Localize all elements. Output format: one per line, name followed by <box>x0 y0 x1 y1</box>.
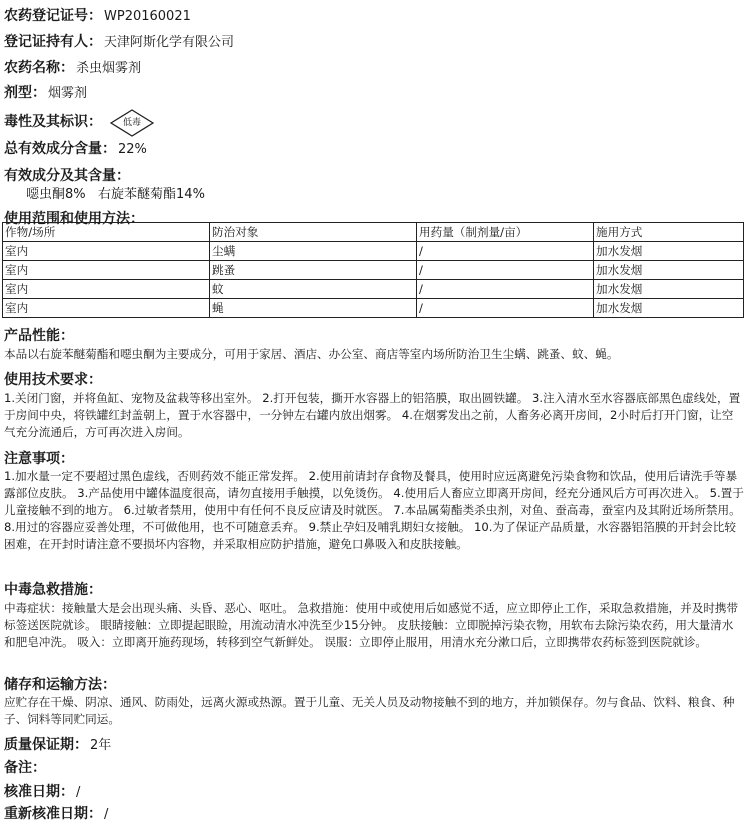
pesticide-name-label: 农药名称： <box>4 60 74 76</box>
storage-title-text: 储存和运输方法： <box>4 677 116 693</box>
shelf-life-row <box>4 735 111 756</box>
shelf-life-label: 质量保证期： <box>4 737 88 753</box>
registration-number-value: WP20160021 <box>104 9 191 24</box>
holder-row <box>4 32 234 53</box>
header-method: 施用方式 <box>594 223 744 242</box>
storage-text: 应贮存在干燥、阴凉、通风、防雨处，远离火源或热源。置于儿童、无关人员及动物接触不到的地方，并加锁保存。勿与食品、饮料、粮食、种子、饲料等同贮同运。 <box>4 695 735 726</box>
formulation-row <box>4 83 87 104</box>
ingredients-value: 噁虫酮8% 右旋苯醚菊酯14% <box>26 187 205 202</box>
table-cell: 跳蚤 <box>210 261 417 280</box>
remark-label: 备注： <box>4 760 46 776</box>
first-aid-title <box>4 580 102 601</box>
table-cell: 加水发烟 <box>594 299 744 318</box>
usage-table <box>2 222 744 318</box>
table-cell: 室内 <box>3 299 210 318</box>
registration-number-label: 农药登记证号： <box>4 8 102 24</box>
toxicity-label: 毒性及其标识： <box>4 114 102 130</box>
table-row <box>3 299 744 318</box>
table-cell: / <box>417 299 594 318</box>
technique-title-text: 使用技术要求： <box>4 372 102 388</box>
precautions-title <box>4 449 74 470</box>
first-aid-text: 中毒症状：接触量大是会出现头痛、头昏、恶心、呕吐。 急救措施：使用中或使用后如感觉不适，应立即停止工作，采取急救措施，并及时携带标签送医院就诊。 眼睛接触：立即提起眼睑，用流动清水冲洗至少15分钟。 皮肤接触：立即脱掉污染衣物，用软布去除污染农药，用大量清水和肥皂冲洗。 吸入：立即离开施药现场，转移到空气新鲜处。 误服：立即停止服用，用清水充分漱口后，立即携带农药标签到医院就诊。 <box>4 601 739 649</box>
header-target: 防治对象 <box>210 223 417 242</box>
table-cell: / <box>417 280 594 299</box>
registration-number-row <box>4 6 191 27</box>
table-cell: 室内 <box>3 261 210 280</box>
header-dosage: 用药量（制剂量/亩） <box>417 223 594 242</box>
table-cell: 加水发烟 <box>594 242 744 261</box>
holder-label: 登记证持有人： <box>4 34 102 50</box>
toxicity-badge-text: 低毒 <box>122 117 141 128</box>
table-cell: 蝇 <box>210 299 417 318</box>
performance-text: 本品以右旋苯醚菊酯和噁虫酮为主要成分，可用于家居、酒店、办公室、商店等室内场所防治卫生尘螨、跳蚤、蚊、蝇。 <box>4 347 619 361</box>
usage-table-header <box>3 223 744 242</box>
table-cell: 加水发烟 <box>594 280 744 299</box>
table-cell: 室内 <box>3 280 210 299</box>
ingredients-label: 有效成分及其含量： <box>4 168 130 184</box>
table-cell: / <box>417 261 594 280</box>
header-crop-site: 作物/场所 <box>3 223 210 242</box>
ingredients-row <box>4 166 130 187</box>
toxicity-row <box>4 108 154 137</box>
total-content-label: 总有效成分含量： <box>4 141 116 157</box>
reapproval-date-value: / <box>104 807 109 822</box>
low-toxicity-diamond-icon <box>110 109 154 137</box>
performance-title-text: 产品性能： <box>4 328 74 344</box>
remark-row <box>4 758 46 779</box>
total-content-row <box>4 139 147 160</box>
technique-title <box>4 370 102 391</box>
usage-section-title-text: 使用范围和使用方法： <box>4 211 144 227</box>
table-cell: 尘螨 <box>210 242 417 261</box>
approval-date-row <box>4 782 80 803</box>
table-cell: 加水发烟 <box>594 261 744 280</box>
technique-text: 1.关闭门窗，并将鱼缸、宠物及盆栽等移出室外。 2.打开包装，撕开水容器上的铝箔膜，取出圆铁罐。 3.注入清水至水容器底部黑色虚线处，置于房间中央，将铁罐红封盖朝上，置于水容器中，一分钟左右罐内放出烟雾。 4.在烟雾发出之前，人畜务必离开房间，2小时后打开门窗，让空气充分流通后，方可再次进入房间。 <box>4 391 741 439</box>
pesticide-name-value: 杀虫烟雾剂 <box>76 61 142 76</box>
first-aid-title-text: 中毒急救措施： <box>4 582 102 598</box>
shelf-life-value: 2年 <box>90 738 112 753</box>
table-row <box>3 280 744 299</box>
storage-title <box>4 675 116 696</box>
table-cell: 蚊 <box>210 280 417 299</box>
precautions-title-text: 注意事项： <box>4 451 74 467</box>
reapproval-date-label: 重新核准日期： <box>4 806 102 822</box>
approval-date-value: / <box>76 785 81 800</box>
table-row <box>3 261 744 280</box>
performance-title <box>4 326 74 347</box>
table-cell: 室内 <box>3 242 210 261</box>
holder-value: 天津阿斯化学有限公司 <box>104 35 235 50</box>
precautions-text: 1.加水量一定不要超过黑色虚线，否则药效不能正常发挥。 2.使用前请封存食物及餐具，使用时应远离避免污染食物和饮品，使用后请洗手等暴露部位皮肤。 3.产品使用中罐体温度很高，请勿直接用手触摸，以免烫伤。 4.使用后人畜应立即离开房间，经充分通风后方可再次进入。 5.置于儿童接触不到的地方。 6.过敏者禁用，使用中有任何不良反应请及时就医。 7.本品属菊酯类杀虫剂，对鱼、蚕高毒，蚕室内及其附近场所禁用。 8.用过的容器应妥善处理，不可做他用，也不可随意丢弃。 9.禁止孕妇及哺乳期妇女接触。 10.为了保证产品质量，水容器铝箔膜的开封会比较困难，在开封时请注意不要损坏内容物，并采取相应防护措施，避免口鼻吸入和皮肤接触。 <box>4 469 744 551</box>
table-row <box>3 242 744 261</box>
formulation-value: 烟雾剂 <box>48 86 88 101</box>
pesticide-name-row <box>4 58 141 79</box>
table-cell: / <box>417 242 594 261</box>
approval-date-label: 核准日期： <box>4 784 74 800</box>
formulation-label: 剂型： <box>4 85 46 101</box>
total-content-value: 22% <box>118 142 147 157</box>
